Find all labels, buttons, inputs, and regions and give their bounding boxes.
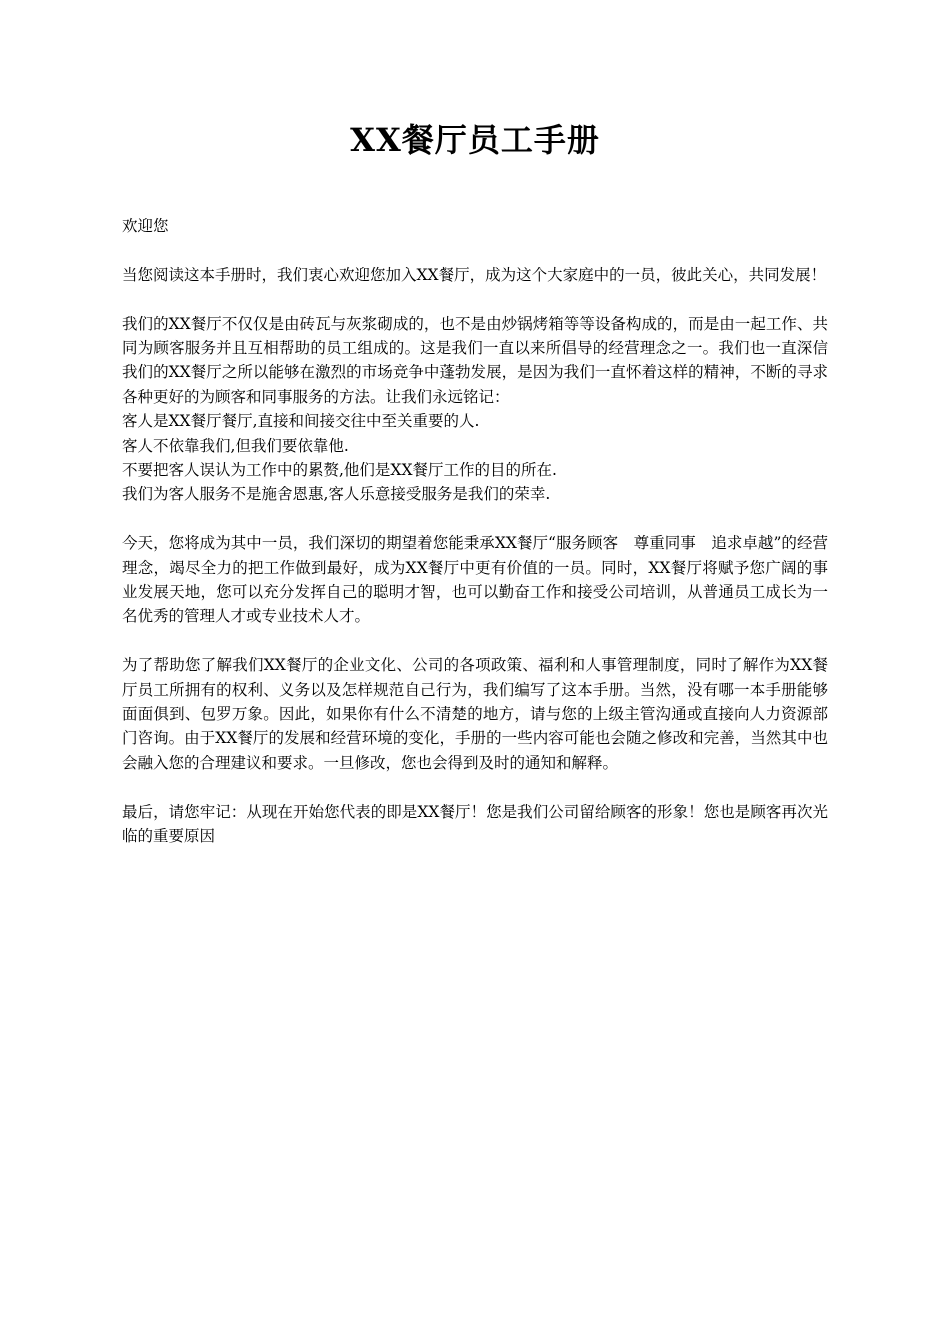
document-body — [122, 214, 828, 873]
motto-line: 我们为客人服务不是施舍恩惠,客人乐意接受服务是我们的荣幸. — [122, 485, 551, 504]
motto-line: 客人是XX餐厅餐厅,直接和间接交往中至关重要的人. — [122, 412, 480, 431]
greeting: 欢迎您 — [122, 217, 169, 235]
paragraph-welcome: 当您阅读这本手册时，我们衷心欢迎您加入XX餐厅，成为这个大家庭中的一员，彼此关心，共同发展！ — [122, 265, 827, 284]
paragraph-today: 今天，您将成为其中一员，我们深切的期望着您能秉承XX餐厅“服务顾客 尊重同事 追求卓越”的经营理念，竭尽全力的把工作做到最好，成为XX餐厅中更有价值的一员。同时，XX餐厅将赋予您广阔的事业发展天地，您可以充分发挥自己的聪明才智，也可以勤奋工作和接受公司培训，从普通员工成长为一名优秀的管理人才或专业技术人才。 — [122, 534, 828, 626]
document-title: XX餐厅员工手册 — [350, 121, 600, 159]
motto-line: 不要把客人误认为工作中的累赘,他们是XX餐厅工作的目的所在. — [122, 461, 557, 480]
philosophy-section — [122, 312, 828, 507]
paragraph-purpose: 为了帮助您了解我们XX餐厅的企业文化、公司的各项政策、福利和人事管理制度，同时了解作为XX餐厅员工所拥有的权利、义务以及怎样规范自己行为，我们编写了这本手册。当然，没有哪一本手册能够面面俱到、包罗万象。因此，如果你有什么不清楚的地方，请与您的上级主管沟通或直接向人力资源部门咨询。由于XX餐厅的发展和经营环境的变化，手册的一些内容可能也会随之修改和完善，当然其中也会融入您的合理建议和要求。一旦修改，您也会得到及时的通知和解释。 — [122, 656, 828, 772]
paragraph-philosophy: 我们的XX餐厅不仅仅是由砖瓦与灰浆砌成的，也不是由炒锅烤箱等等设备构成的，而是由一起工作、共同为顾客服务并且互相帮助的员工组成的。这是我们一直以来所倡导的经营理念之一。我们也一直深信我们的XX餐厅之所以能够在激烈的市场竞争中蓬勃发展，是因为我们一直怀着这样的精神，不断的寻求各种更好的为顾客和同事服务的方法。让我们永远铭记： — [122, 314, 828, 406]
motto-line: 客人不依靠我们,但我们要依靠他. — [122, 436, 349, 455]
paragraph-closing: 最后，请您牢记：从现在开始您代表的即是XX餐厅！您是我们公司留给顾客的形象！您也是顾客再次光临的重要原因 — [122, 802, 828, 846]
